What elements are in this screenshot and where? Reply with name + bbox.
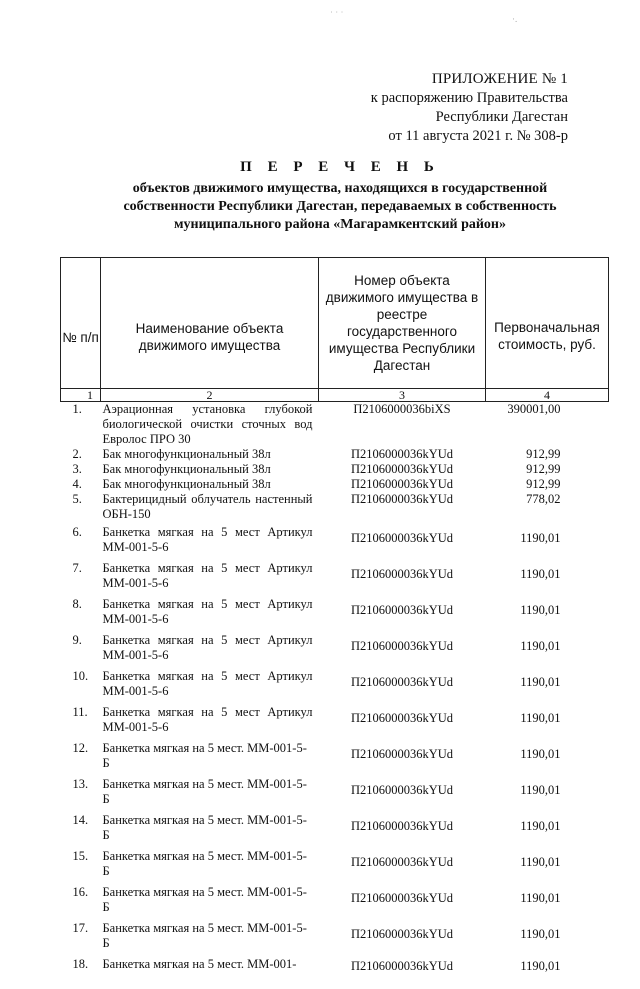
table-row [61,561,609,597]
row-cost: 1190,01 [520,531,561,545]
row-registry-number: П2106000036kYUd [350,603,454,617]
row-name: Бак многофункциональный 38л [102,447,271,461]
row-number: 5. [72,492,82,506]
row-cost: 1190,01 [520,855,561,869]
row-cost: 1190,01 [520,927,561,941]
document-title: П Е Р Е Ч Е Н Ь [240,159,440,175]
row-name: Банкетка мягкая на 5 мест. ММ-001-5-Б [102,885,307,914]
row-registry-number: П2106000036kYUd [350,819,454,833]
row-number: 10. [72,669,89,683]
appendix-line: Республики Дагестан [435,109,568,125]
row-number: 7. [72,561,82,575]
property-table [60,257,609,989]
row-registry-number: П2106000036biXS [353,402,451,416]
row-number: 8. [72,597,82,611]
row-registry-number: П2106000036kYUd [350,747,454,761]
table-row [61,462,609,477]
header-registry-number: Номер объекта движимого имущества в реестре государственного имущества Республики Дагестан [319,258,486,389]
appendix-title: ПРИЛОЖЕНИЕ № 1 [431,71,568,87]
row-number: 2. [72,447,82,461]
table-row [61,447,609,462]
row-number: 1. [72,402,82,416]
row-name: Банкетка мягкая на 5 мест. ММ-001-5-Б [102,741,307,770]
row-number: 18. [72,957,89,971]
table-row [61,957,609,989]
row-name: Бактерицидный облучатель настенный ОБН-150 [102,492,313,521]
row-name: Банкетка мягкая на 5 мест. ММ-001-5-Б [102,921,307,950]
row-registry-number: П2106000036kYUd [350,477,454,491]
row-cost: 1190,01 [520,891,561,905]
row-name: Банкетка мягкая на 5 мест. ММ-001-5-Б [102,777,307,806]
row-cost: 1190,01 [520,675,561,689]
table-row [61,492,609,525]
table-row [61,597,609,633]
row-cost: 1190,01 [520,747,561,761]
row-cost: 390001,00 [507,402,561,416]
column-number: 1 [61,389,101,402]
row-registry-number: П2106000036kYUd [350,959,454,973]
table-header-row [61,258,609,389]
document-subtitle-line: собственности Республики Дагестан, передаваемых в собственность [123,199,557,214]
document-subtitle-line: муниципального района «Магарамкентский район» [173,217,506,232]
row-name: Банкетка мягкая на 5 мест Артикул ММ-001-5-6 [102,705,313,734]
table-row [61,777,609,813]
row-name: Банкетка мягкая на 5 мест. ММ-001-5-Б [102,813,307,842]
column-number: 3 [319,389,486,402]
row-number: 13. [72,777,89,791]
row-registry-number: П2106000036kYUd [350,462,454,476]
row-name: Банкетка мягкая на 5 мест Артикул ММ-001-5-6 [102,561,313,590]
table-row [61,477,609,492]
row-name: Бак многофункциональный 38л [102,477,271,491]
table-row [61,402,609,448]
row-name: Банкетка мягкая на 5 мест. ММ-001- [102,957,297,971]
row-cost: 1190,01 [520,783,561,797]
appendix-line: к распоряжению Правительства [370,90,568,106]
row-name: Бак многофункциональный 38л [102,462,271,476]
column-number-row [61,389,609,402]
document-heading [90,158,590,234]
row-cost: 912,99 [526,477,561,491]
appendix-block [371,70,568,146]
row-name: Банкетка мягкая на 5 мест Артикул ММ-001-5-6 [102,633,313,662]
row-cost: 1190,01 [520,819,561,833]
row-number: 12. [72,741,89,755]
scan-speck: ·. [512,14,518,24]
row-number: 4. [72,477,82,491]
appendix-line: от 11 августа 2021 г. № 308-р [388,128,568,144]
row-registry-number: П2106000036kYUd [350,855,454,869]
table-row [61,741,609,777]
row-registry-number: П2106000036kYUd [350,447,454,461]
column-number: 2 [101,389,319,402]
row-number: 17. [72,921,89,935]
header-initial-cost: Первоначальная стоимость, руб. [486,258,609,389]
row-registry-number: П2106000036kYUd [350,783,454,797]
row-number: 6. [72,525,82,539]
row-number: 16. [72,885,89,899]
row-number: 15. [72,849,89,863]
row-number: 14. [72,813,89,827]
table-row [61,633,609,669]
column-number: 4 [486,389,609,402]
row-cost: 1190,01 [520,639,561,653]
table-row [61,813,609,849]
table-row [61,705,609,741]
scan-speck: ˙ ˙ ˙ [330,10,344,20]
table-row [61,849,609,885]
header-number: № п/п [61,258,101,389]
header-name: Наименование объекта движимого имущества [101,258,319,389]
row-name: Банкетка мягкая на 5 мест Артикул ММ-001-5-6 [102,597,313,626]
row-registry-number: П2106000036kYUd [350,567,454,581]
row-cost: 1190,01 [520,603,561,617]
row-number: 3. [72,462,82,476]
row-registry-number: П2106000036kYUd [350,711,454,725]
table-row [61,669,609,705]
table-row [61,921,609,957]
row-cost: 778,02 [526,492,561,506]
row-registry-number: П2106000036kYUd [350,927,454,941]
row-name: Банкетка мягкая на 5 мест. ММ-001-5-Б [102,849,307,878]
row-name: Аэрационная установка глубокой биологической очистки сточных вод Евролос ПРО 30 [102,402,313,446]
row-registry-number: П2106000036kYUd [350,891,454,905]
row-name: Банкетка мягкая на 5 мест Артикул ММ-001-5-6 [102,525,313,554]
row-number: 11. [72,705,88,719]
row-cost: 1190,01 [520,567,561,581]
table-row [61,525,609,561]
row-registry-number: П2106000036kYUd [350,492,454,506]
row-number: 9. [72,633,82,647]
row-name: Банкетка мягкая на 5 мест Артикул ММ-001-5-6 [102,669,313,698]
row-registry-number: П2106000036kYUd [350,675,454,689]
row-cost: 1190,01 [520,711,561,725]
row-registry-number: П2106000036kYUd [350,639,454,653]
document-subtitle-line: объектов движимого имущества, находящихся в государственной [132,181,548,196]
row-cost: 1190,01 [520,959,561,973]
table-row [61,885,609,921]
row-cost: 912,99 [526,462,561,476]
row-registry-number: П2106000036kYUd [350,531,454,545]
row-cost: 912,99 [526,447,561,461]
